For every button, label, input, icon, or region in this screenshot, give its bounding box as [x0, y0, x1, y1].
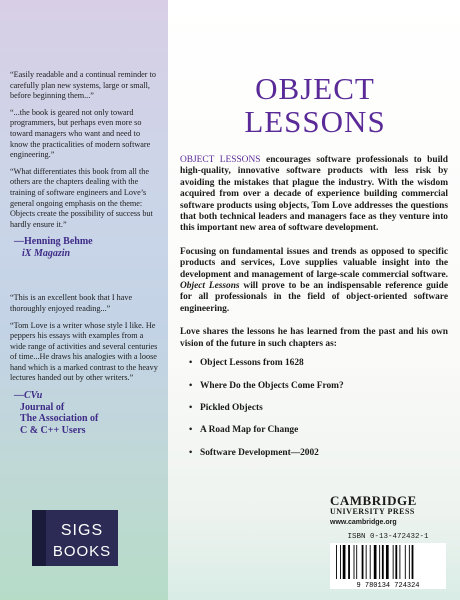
chapter-list [180, 358, 448, 459]
publisher-subtitle: UNIVERSITY PRESS [330, 507, 415, 516]
book-title-italic: Object Lessons [180, 281, 240, 292]
chapter-item: • Object Lessons from 1628 [200, 358, 448, 369]
chapter-item: • Pickled Objects [200, 403, 448, 414]
reviewer-name: —Henning Behme [14, 236, 93, 248]
book-description [180, 155, 448, 470]
barcode-number: 9 780134 724324 [356, 582, 420, 589]
description-text: Focusing on fundamental issues and trends as opposed to specific products and services, Love supplies valuable insight into the development and management of large-scale commercial software. [180, 246, 448, 280]
review-quote: “Tom Love is a writer whose style I like. He peppers his essays with examples from a wide range of activities and several centuries of time...He draws his analogies with a loose hand which is a marked contrast to the heavy lectures handed out by other writers.” [10, 320, 158, 383]
review-quote: “What differentiates this book from all the others are the chapters dealing with the training of software engineers and Love’s general ongoing emphasis on the theme: Objects create the possibility of success but hardly ensure it.” [10, 166, 153, 229]
review-attribution [14, 390, 160, 436]
chapter-item: • Software Development—2002 [200, 448, 448, 459]
chapter-item: • A Road Map for Change [200, 425, 448, 436]
review-quotes [10, 70, 160, 442]
publisher-url: www.cambridge.org [330, 519, 397, 526]
review-quote: “...the book is geared not only toward programmers, but perhaps even more so toward managers who want and need to know the practicalities of modern software engineering.” [10, 107, 151, 160]
publisher-logo [330, 495, 440, 528]
description-lead: OBJECT LESSONS [180, 155, 261, 165]
book-title [180, 72, 450, 138]
left-quotes-panel [0, 0, 168, 600]
reviewer-source-line: Journal of [20, 401, 65, 413]
logo-text-top: SIGS [60, 522, 104, 539]
reviewer-name: —CVu [14, 390, 43, 402]
logo-text-bottom: BOOKS [52, 543, 112, 560]
barcode-bars [336, 545, 413, 579]
chapter-item: • Where Do the Objects Come From? [200, 381, 448, 392]
reviewer-source-line: The Association of [20, 413, 99, 425]
description-paragraph [180, 155, 448, 235]
title-line: OBJECT [255, 71, 375, 106]
description-paragraph: Love shares the lessons he has learned from the past and his own vision of the future in such chapters as: [180, 327, 448, 349]
reviewer-source-line: C & C++ Users [20, 424, 86, 436]
isbn-label: ISBN 0-13-472432-1 [347, 533, 429, 541]
description-paragraph [180, 247, 448, 315]
barcode [330, 543, 446, 589]
description-text: will prove to be an indispensable reference guide for all professionals in the field of object-oriented software engineering. [180, 281, 448, 314]
review-quote: “This is an excellent book that I have thoroughly enjoyed reading...” [10, 293, 133, 313]
reviewer-source: iX Magazin [22, 247, 71, 259]
review-quote: “Easily readable and a continual reminder to carefully plan new systems, large or small, before beginning them...” [10, 70, 156, 101]
review-group-2 [10, 293, 160, 436]
title-line: LESSONS [244, 104, 386, 139]
review-attribution [14, 236, 160, 259]
sigs-books-logo [32, 510, 118, 566]
description-text: encourages software professionals to build high-quality, innovative software products with less risk by avoiding the mistakes that plague the industry. With the wisdom acquired from over a decade of experience building commercial software products using objects, Tom Love addresses the questions that both technical leaders and managers face as they venture into this important new area of software development. [180, 155, 448, 234]
publisher-name: CAMBRIDGE [330, 493, 417, 508]
back-cover-content [180, 0, 450, 600]
